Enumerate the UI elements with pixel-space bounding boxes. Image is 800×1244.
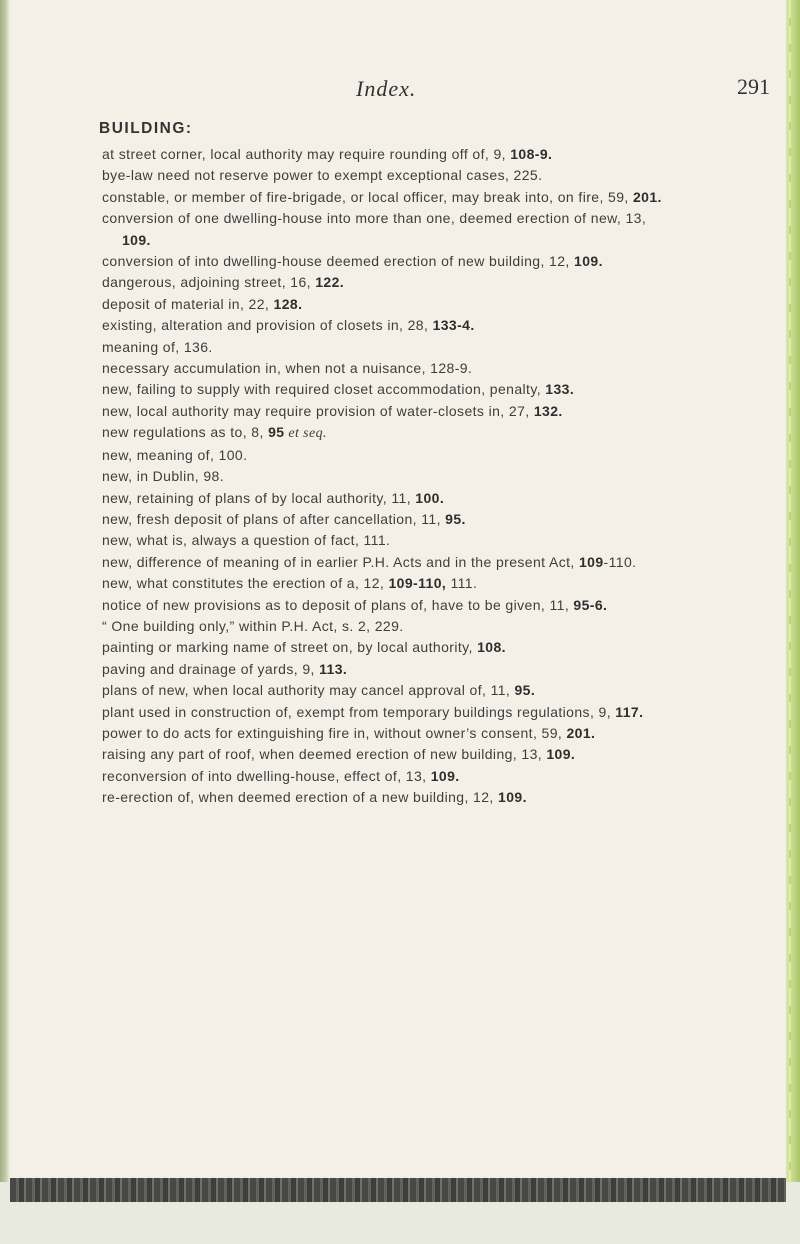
entry-page-ref: 109.	[122, 231, 151, 248]
entry-text: conversion of one dwelling-house into more than one, deemed erection of new, 13,	[102, 210, 647, 227]
index-entry	[102, 445, 662, 466]
entry-page-ref: 95	[268, 424, 285, 441]
index-heading: BUILDING:	[99, 120, 193, 137]
entry-page-ref: 109.	[546, 746, 576, 763]
index-entry	[102, 680, 662, 701]
entry-page-ref: 132.	[533, 402, 563, 419]
entry-page-ref: 109.	[430, 767, 460, 784]
index-entries	[102, 144, 662, 809]
entry-text: new, in Dublin, 98.	[102, 468, 225, 485]
entry-text: new, meaning of, 100.	[102, 446, 248, 463]
entry-text: new regulations as to, 8,	[102, 424, 269, 441]
entry-page-ref: 109.	[498, 789, 527, 806]
entry-page-ref: 109	[578, 553, 604, 570]
index-entry	[102, 272, 662, 293]
page-left-edge	[0, 0, 10, 1244]
index-entry	[102, 787, 662, 808]
entry-page-ref: 108-9.	[510, 146, 553, 162]
entry-page-ref: 122.	[315, 274, 345, 291]
entry-text: raising any part of roof, when deemed erection of new building, 13,	[102, 746, 547, 763]
entry-text: new, difference of meaning of in earlier P.H. Acts and in the present Act,	[102, 553, 579, 570]
index-entry	[102, 744, 662, 765]
index-entry	[102, 379, 662, 400]
entry-tail: et seq.	[284, 426, 327, 442]
entry-text: paving and drainage of yards, 9,	[102, 660, 320, 677]
entry-tail: -110.	[603, 553, 637, 570]
entry-page-ref: 201.	[632, 188, 662, 205]
index-entry	[102, 723, 662, 744]
entry-text: plans of new, when local authority may cancel approval of, 11,	[102, 682, 515, 699]
index-entry	[102, 208, 662, 251]
page-number: 291	[737, 74, 770, 99]
index-entry	[102, 337, 662, 358]
index-entry	[102, 358, 662, 379]
index-entry	[102, 144, 662, 165]
entry-text: constable, or member of fire-brigade, or local officer, may break into, on fire, 59,	[102, 188, 633, 205]
index-entry	[102, 401, 662, 422]
index-entry	[102, 294, 662, 315]
entry-text: new, local authority may require provision of water-closets in, 27,	[102, 402, 534, 419]
entry-text: deposit of material in, 22,	[102, 295, 274, 312]
index-entry	[102, 766, 662, 787]
entry-page-ref: 133-4.	[432, 317, 475, 334]
entry-text: existing, alteration and provision of closets in, 28,	[102, 317, 433, 334]
entry-page-ref: 108.	[477, 639, 506, 656]
entry-text: painting or marking name of street on, by local authority,	[102, 639, 478, 656]
entry-text: “ One building only,” within P.H. Act, s. 2, 229.	[102, 617, 404, 634]
running-head: Index.	[356, 76, 417, 101]
index-entry	[102, 573, 662, 594]
entry-text: new, failing to supply with required closet accommodation, penalty,	[102, 381, 546, 398]
index-entry	[102, 187, 662, 208]
index-entry	[102, 637, 662, 658]
entry-tail: 111.	[446, 575, 478, 592]
entry-text: new, retaining of plans of by local authority, 11,	[102, 489, 416, 506]
index-entry	[102, 165, 662, 186]
entry-page-ref: 133.	[545, 381, 575, 398]
entry-page-ref: 128.	[273, 295, 303, 312]
entry-page-ref: 113.	[319, 660, 348, 677]
entry-text: necessary accumulation in, when not a nuisance, 128-9.	[102, 360, 473, 377]
entry-text: notice of new provisions as to deposit of plans of, have to be given, 11,	[102, 596, 574, 613]
index-entry	[102, 552, 662, 573]
page-header	[0, 70, 786, 100]
entry-page-ref: 95.	[445, 510, 466, 527]
entry-text: power to do acts for extinguishing fire in, without owner’s consent, 59,	[102, 724, 567, 741]
index-entry	[102, 251, 662, 272]
entry-text: dangerous, adjoining street, 16,	[102, 274, 316, 291]
entry-page-ref: 100.	[415, 489, 445, 506]
entry-text: new, what is, always a question of fact, 111.	[102, 532, 391, 549]
entry-page-ref: 117.	[615, 703, 644, 720]
entry-page-ref: 95.	[514, 682, 536, 699]
entry-page-ref: 109-110,	[388, 575, 447, 592]
entry-text: plant used in construction of, exempt from temporary buildings regulations, 9,	[102, 703, 616, 720]
entry-text: re-erection of, when deemed erection of a new building, 12,	[102, 789, 499, 806]
entry-text: new, what constitutes the erection of a, 12,	[102, 575, 389, 592]
entry-text: reconversion of into dwelling-house, effect of, 13,	[102, 767, 431, 784]
entry-page-ref: 95-6.	[573, 596, 608, 613]
index-entry	[102, 702, 662, 723]
entry-text: conversion of into dwelling-house deemed erection of new building, 12,	[102, 253, 575, 270]
entry-page-ref: 201.	[566, 724, 596, 741]
book-fore-edge	[786, 0, 800, 1244]
index-entry	[102, 488, 662, 509]
index-entry	[102, 422, 662, 444]
entry-text: new, fresh deposit of plans of after cancellation, 11,	[102, 510, 446, 527]
index-entry	[102, 659, 662, 680]
index-entry	[102, 315, 662, 336]
index-entry	[102, 509, 662, 530]
index-entry	[102, 595, 662, 616]
index-entry	[102, 466, 662, 487]
entry-text: bye-law need not reserve power to exempt exceptional cases, 225.	[102, 167, 543, 184]
index-entry	[102, 616, 662, 637]
entry-text: at street corner, local authority may require rounding off of, 9,	[102, 146, 511, 162]
index-entry	[102, 530, 662, 551]
entry-text: meaning of, 136.	[102, 338, 213, 355]
scan-bottom-stripe	[10, 1178, 786, 1202]
entry-page-ref: 109.	[574, 253, 603, 270]
